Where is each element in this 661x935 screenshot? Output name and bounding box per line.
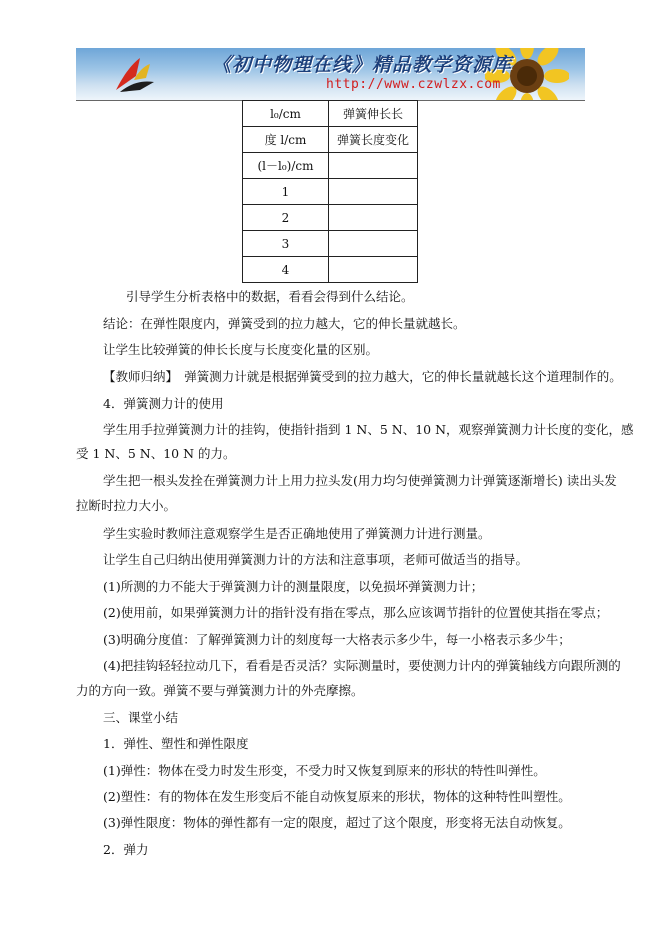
table-cell	[329, 205, 418, 231]
table-cell	[329, 257, 418, 283]
body-paragraph: 拉断时拉力大小。	[76, 498, 177, 513]
table-cell	[329, 231, 418, 257]
teacher-summary: 【教师归纳】 弹簧测力计就是根据弹簧受到的拉力越大，它的伸长量就越长这个道理制作的。	[103, 369, 622, 384]
section-heading: 1．弹性、塑性和弹性限度	[103, 736, 249, 751]
table-row	[243, 257, 418, 283]
table-row	[243, 101, 418, 127]
list-item: (1)弹性：物体在受力时发生形变，不受力时又恢复到原来的形状的特性叫弹性。	[103, 763, 546, 778]
table-row	[243, 205, 418, 231]
table-cell: 度 l/cm	[243, 127, 329, 153]
banner-url[interactable]: http://www.czwlzx.com	[326, 77, 501, 92]
body-paragraph: 让学生比较弹簧的伸长长度与长度变化量的区别。	[103, 342, 379, 357]
list-item: (3)明确分度值：了解弹簧测力计的刻度每一大格表示多少牛，每一小格表示多少牛；	[103, 632, 571, 647]
section-heading: 三、课堂小结	[103, 710, 179, 725]
table-row	[243, 179, 418, 205]
body-paragraph: 学生把一根头发拴在弹簧测力计上用力拉头发(用力均匀使弹簧测力计弹簧逐渐增长) 读出头发	[103, 473, 617, 488]
body-paragraph: 让学生自己归纳出使用弹簧测力计的方法和注意事项，老师可做适当的指导。	[103, 552, 529, 567]
list-item: (2)塑性：有的物体在发生形变后不能自动恢复原来的形状，物体的这种特性叫塑性。	[103, 789, 571, 804]
body-paragraph: 受 1 N、5 N、10 N 的力。	[76, 446, 236, 461]
data-table	[242, 100, 418, 283]
body-paragraph: 结论：在弹性限度内，弹簧受到的拉力越大，它的伸长量就越长。	[103, 316, 466, 331]
table-row	[243, 127, 418, 153]
header-banner	[76, 48, 585, 100]
site-logo-icon	[110, 54, 156, 94]
table-row	[243, 153, 418, 179]
list-item-continuation: 力的方向一致。弹簧不要与弹簧测力计的外壳摩擦。	[76, 683, 364, 698]
table-cell: 3	[243, 231, 329, 257]
table-row	[243, 231, 418, 257]
list-item: (2)使用前，如果弹簧测力计的指针没有指在零点，那么应该调节指针的位置使其指在零点；	[103, 605, 609, 620]
table-cell: 1	[243, 179, 329, 205]
body-paragraph: 学生用手拉弹簧测力计的挂钩，使指针指到 1 N、5 N、10 N，观察弹簧测力计长度的变化，感	[103, 422, 634, 437]
table-cell: 4	[243, 257, 329, 283]
table-cell: (l－l₀)/cm	[243, 153, 329, 179]
table-cell: 弹簧长度变化	[329, 127, 418, 153]
list-item: (3)弹性限度：物体的弹性都有一定的限度，超过了这个限度，形变将无法自动恢复。	[103, 815, 571, 830]
table-cell: l₀/cm	[243, 101, 329, 127]
table-cell	[329, 179, 418, 205]
body-paragraph: 引导学生分析表格中的数据，看看会得到什么结论。	[126, 289, 414, 304]
banner-title: 《初中物理在线》精品教学资源库	[212, 54, 513, 76]
table-cell: 弹簧伸长长	[329, 101, 418, 127]
list-item: (4)把挂钩轻轻拉动几下，看看是否灵活？实际测量时，要使测力计内的弹簧轴线方向跟所测的	[103, 658, 621, 673]
table-cell: 2	[243, 205, 329, 231]
body-paragraph: 学生实验时教师注意观察学生是否正确地使用了弹簧测力计进行测量。	[103, 526, 491, 541]
section-heading: 2．弹力	[103, 842, 149, 857]
section-heading: 4．弹簧测力计的使用	[103, 396, 224, 411]
list-item: (1)所测的力不能大于弹簧测力计的测量限度，以免损坏弹簧测力计；	[103, 579, 484, 594]
table-cell	[329, 153, 418, 179]
